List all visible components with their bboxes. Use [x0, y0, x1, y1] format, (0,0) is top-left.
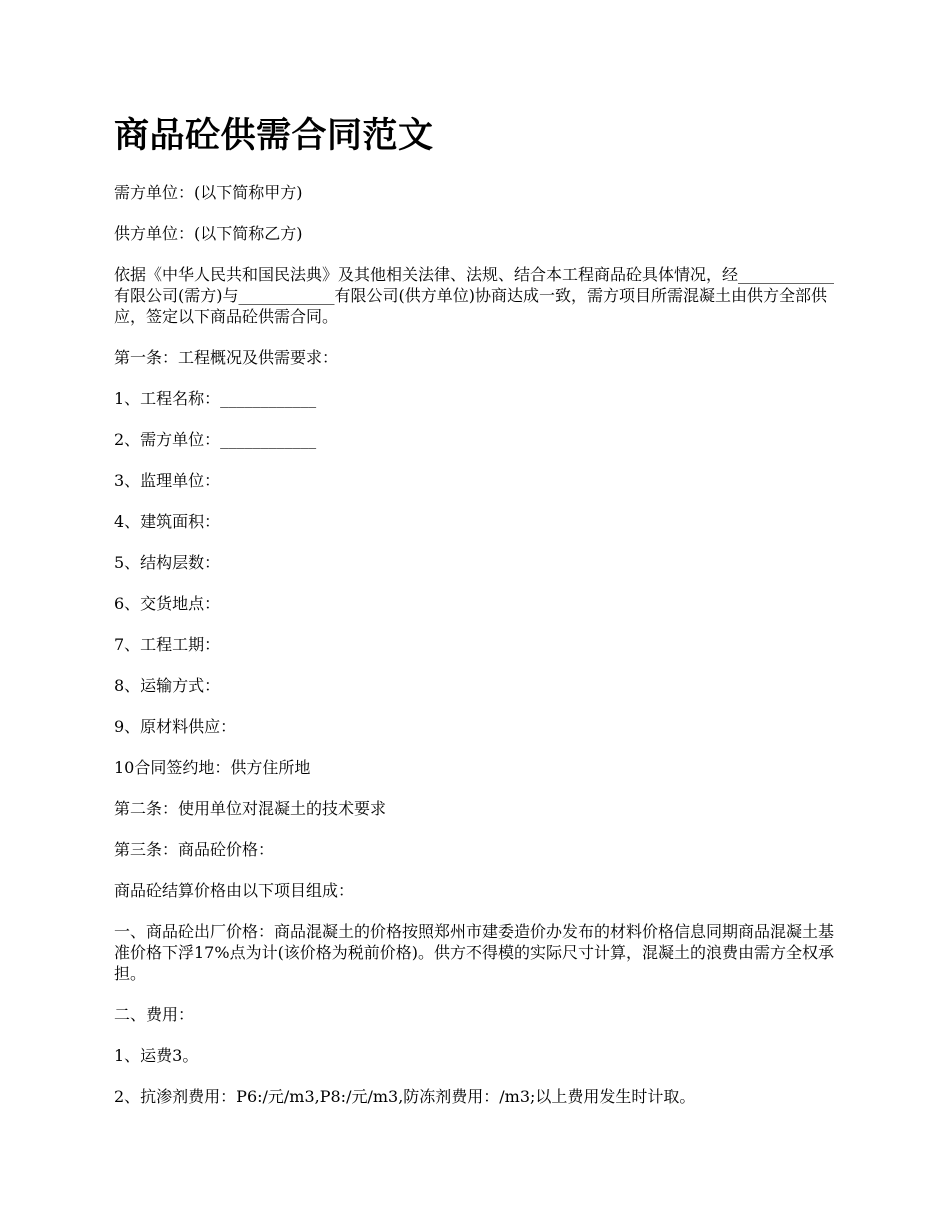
paragraph-factory-price: 一、商品砼出厂价格：商品混凝土的价格按照郑州市建委造价办发布的材料价格信息同期商品混凝土基准价格下浮17%点为计(该价格为税前价格)。供方不得模的实际尺寸计算，混凝土的浪费由需方全权承担。: [114, 922, 835, 983]
item-transport-method: 8、运输方式：: [114, 676, 221, 695]
heading-article-1: 第一条：工程概况及供需要求：: [114, 348, 339, 367]
paragraph-supplier-unit: 供方单位：(以下简称乙方): [114, 224, 303, 243]
item-raw-material-supply: 9、原材料供应：: [114, 717, 237, 736]
item-signing-place: 10合同签约地：供方住所地: [114, 758, 311, 777]
item-delivery-location: 6、交货地点：: [114, 594, 221, 613]
document-page: [114, 112, 844, 1127]
item-buyer-unit: 2、需方单位：____________: [114, 430, 317, 449]
item-building-area: 4、建筑面积：: [114, 512, 221, 531]
item-construction-period: 7、工程工期：: [114, 635, 221, 654]
paragraph-price-composition: 商品砼结算价格由以下项目组成：: [114, 881, 355, 900]
item-additive-fees: 2、抗渗剂费用：P6:/元/m3,P8:/元/m3,防冻剂费用：/m3;以上费用发生时计取。: [114, 1087, 696, 1106]
heading-article-3: 第三条：商品砼价格：: [114, 840, 275, 859]
heading-article-2: 第二条：使用单位对混凝土的技术要求: [114, 799, 387, 818]
heading-fees: 二、费用：: [114, 1005, 195, 1024]
item-structure-floors: 5、结构层数：: [114, 553, 221, 572]
item-project-name: 1、工程名称：____________: [114, 389, 317, 408]
document-title: 商品砼供需合同范文: [114, 115, 434, 156]
paragraph-buyer-unit: 需方单位：(以下简称甲方): [114, 183, 303, 202]
item-supervision-unit: 3、监理单位：: [114, 471, 221, 490]
item-freight: 1、运费3。: [114, 1046, 199, 1065]
paragraph-preamble: 依据《中华人民共和国民法典》及其他相关法律、法规、结合本工程商品砼具体情况，经____________有限公司(需方)与____________有限公司(供方单位)协商达成一致，需方项目所需混凝土由供方全部供应，签定以下商品砼供需合同。: [114, 265, 835, 326]
